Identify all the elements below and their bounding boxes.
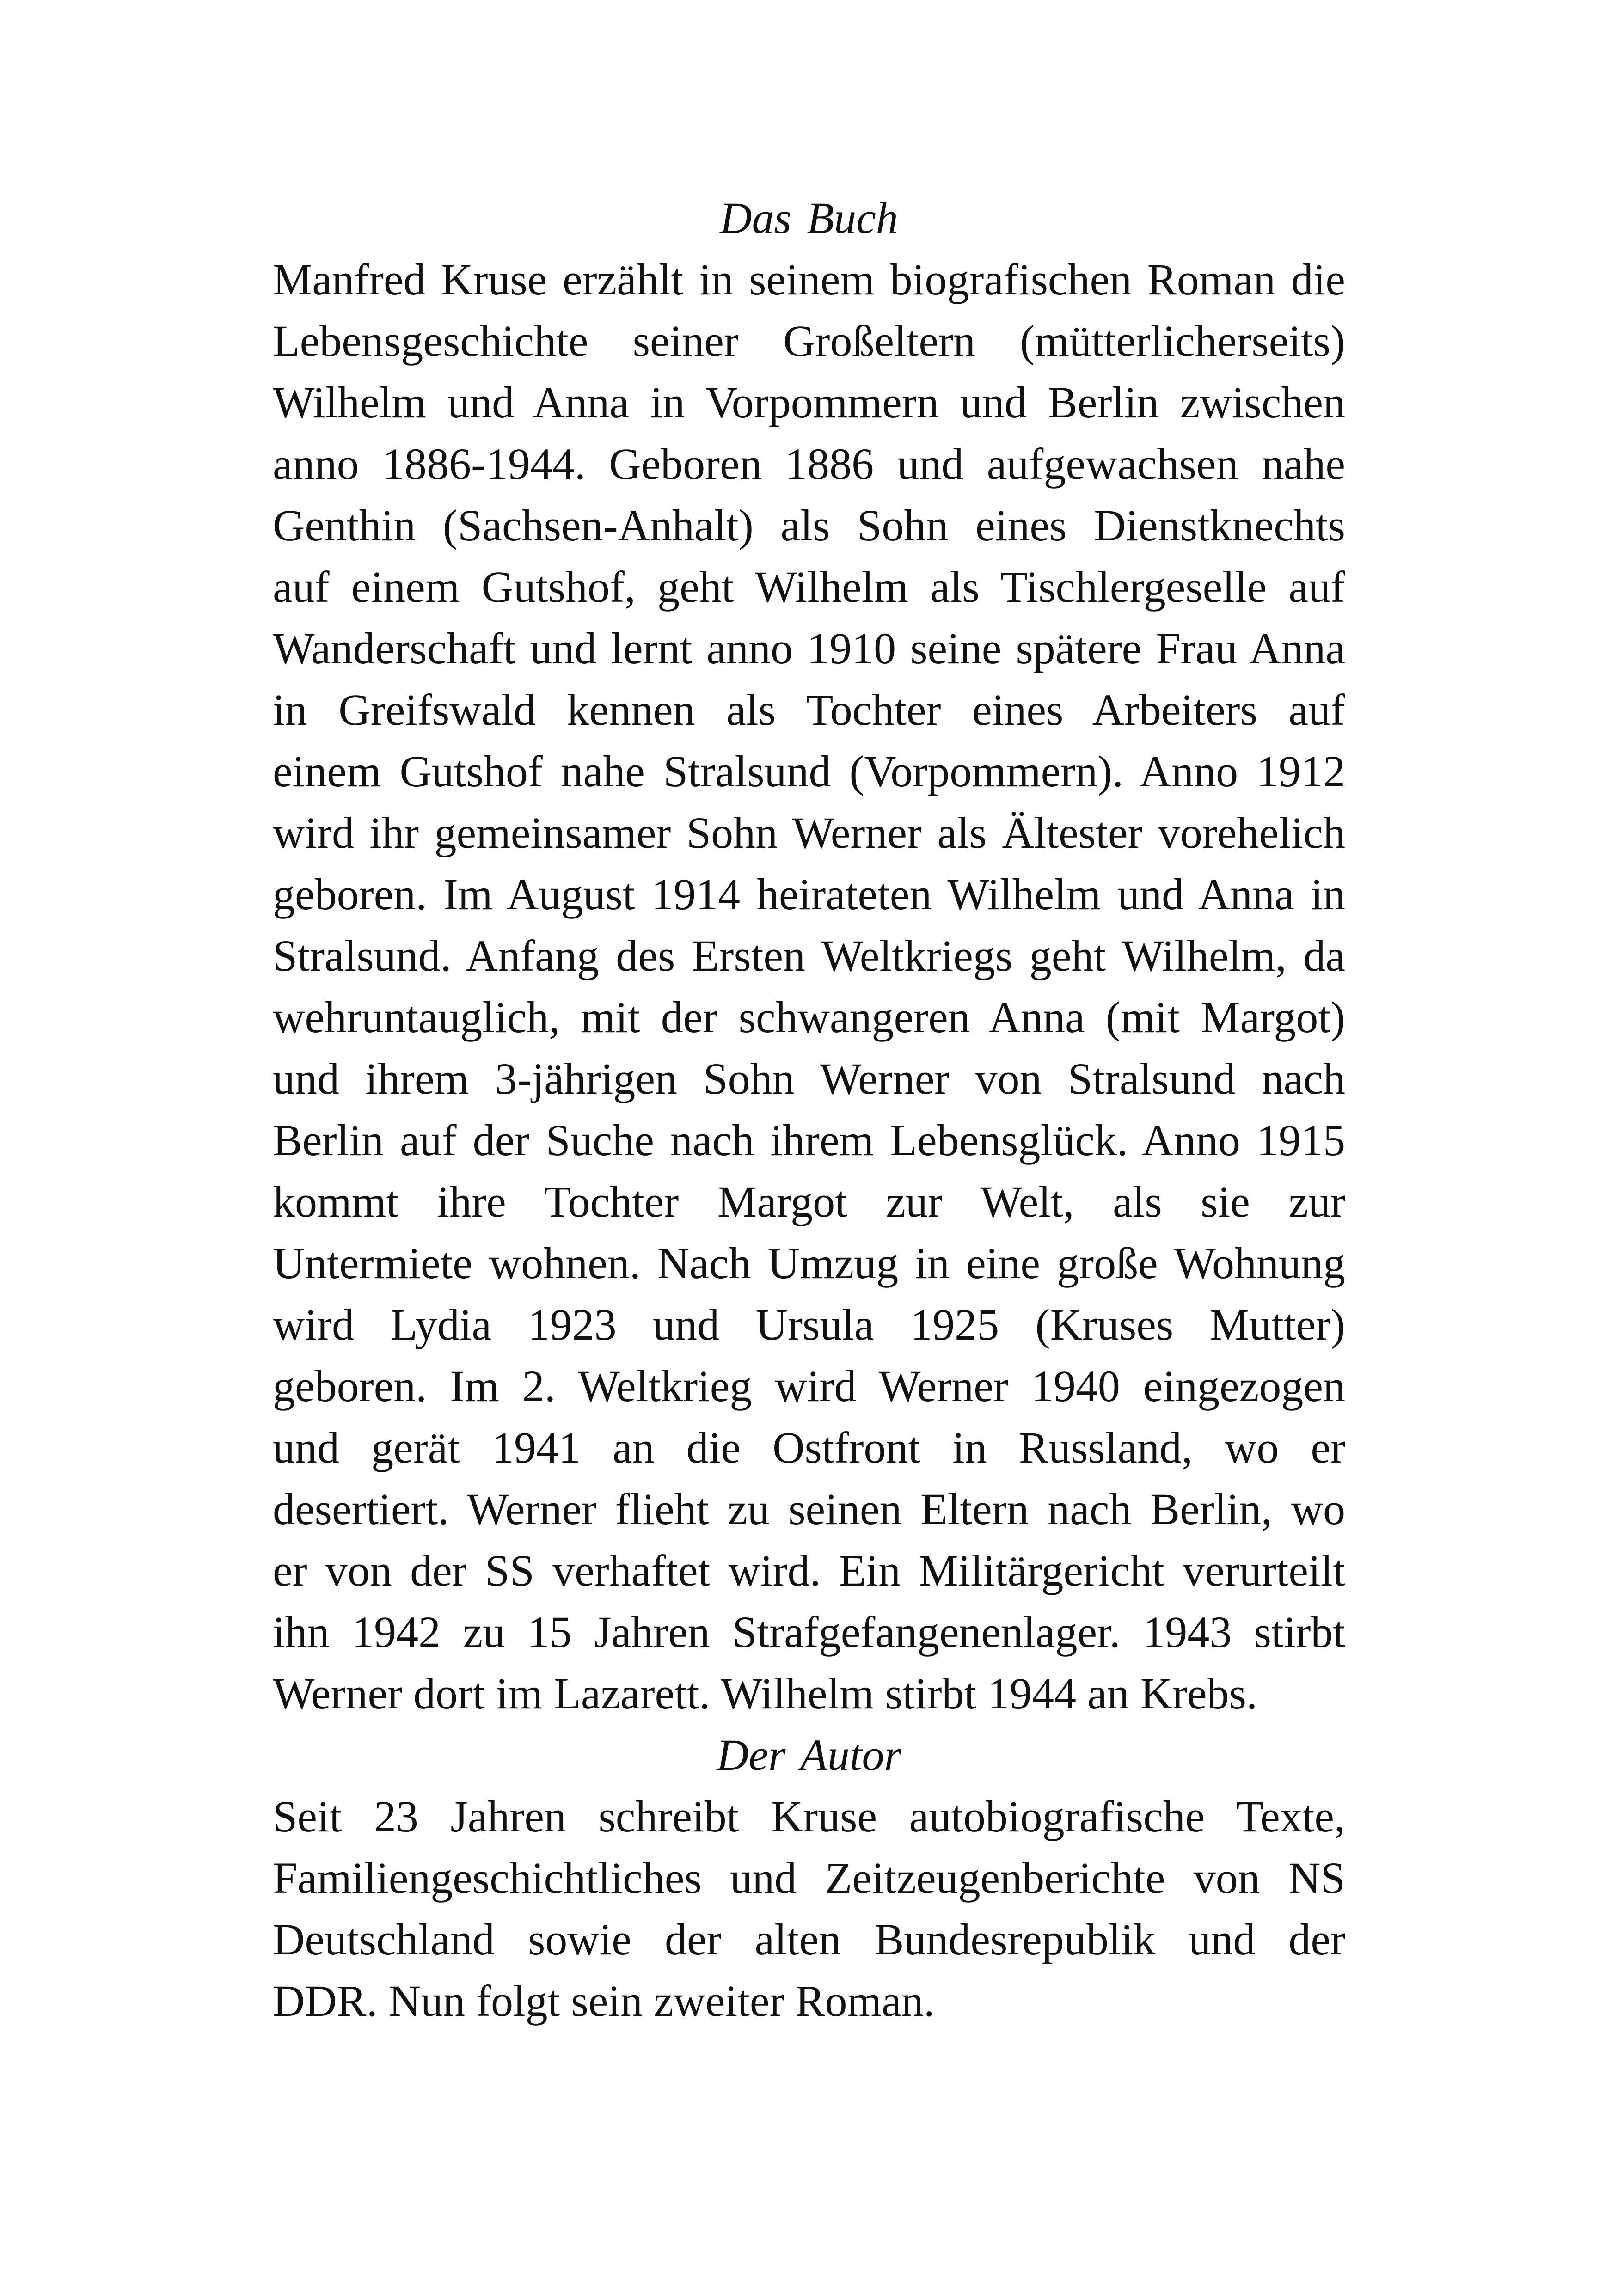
text-line: Deutschland sowie der alten Bundesrepublik und der: [273, 1915, 1345, 1964]
text-line: er von der SS verhaftet wird. Ein Militärgericht verurteilt: [273, 1546, 1345, 1595]
text-line: einem Gutshof nahe Stralsund (Vorpommern). Anno 1912: [273, 747, 1345, 796]
book-description: [273, 249, 1345, 1724]
text-line: Genthin (Sachsen-Anhalt) als Sohn eines Dienstknechts: [273, 501, 1345, 550]
text-line: in Greifswald kennen als Tochter eines Arbeiters auf: [273, 685, 1345, 735]
text-line: ihn 1942 zu 15 Jahren Strafgefangenenlager. 1943 stirbt: [273, 1607, 1345, 1657]
text-line: kommt ihre Tochter Margot zur Welt, als sie zur: [273, 1177, 1345, 1226]
text-line: Stralsund. Anfang des Ersten Weltkriegs geht Wilhelm, da: [273, 931, 1345, 980]
text-line: Seit 23 Jahren schreibt Kruse autobiografische Texte,: [273, 1792, 1345, 1841]
document-page: [273, 187, 1345, 2032]
text-line: Wanderschaft und lernt anno 1910 seine spätere Frau Anna: [273, 624, 1345, 673]
text-line: Werner dort im Lazarett. Wilhelm stirbt 1944 an Krebs.: [273, 1669, 1257, 1718]
text-line: Manfred Kruse erzählt in seinem biografischen Roman die: [273, 255, 1345, 304]
text-line: desertiert. Werner flieht zu seinen Eltern nach Berlin, wo: [273, 1484, 1345, 1534]
text-line: Untermiete wohnen. Nach Umzug in eine große Wohnung: [273, 1238, 1345, 1288]
author-description: [273, 1786, 1345, 2032]
section-book: [273, 187, 1345, 1724]
section-author: [273, 1724, 1345, 2032]
text-line: wird Lydia 1923 und Ursula 1925 (Kruses Mutter): [273, 1300, 1345, 1349]
text-line: Berlin auf der Suche nach ihrem Lebensglück. Anno 1915: [273, 1115, 1345, 1165]
text-line: auf einem Gutshof, geht Wilhelm als Tischlergeselle auf: [273, 562, 1345, 612]
section-heading-author: Der Autor: [717, 1730, 901, 1780]
text-line: und ihrem 3-jährigen Sohn Werner von Stralsund nach: [273, 1054, 1345, 1103]
text-line: Familiengeschichtliches und Zeitzeugenberichte von NS: [273, 1853, 1345, 1903]
text-line: wird ihr gemeinsamer Sohn Werner als Ältester vorehelich: [273, 808, 1345, 857]
text-line: geboren. Im 2. Weltkrieg wird Werner 1940 eingezogen: [273, 1361, 1345, 1411]
text-line: und gerät 1941 an die Ostfront in Russland, wo er: [273, 1423, 1345, 1472]
section-heading-book: Das Buch: [720, 193, 898, 243]
text-line: wehruntauglich, mit der schwangeren Anna (mit Margot): [273, 992, 1345, 1042]
text-line: anno 1886-1944. Geboren 1886 und aufgewachsen nahe: [273, 439, 1345, 489]
text-line: Wilhelm und Anna in Vorpommern und Berlin zwischen: [273, 378, 1345, 427]
text-line: geboren. Im August 1914 heirateten Wilhelm und Anna in: [273, 869, 1345, 919]
text-line: DDR. Nun folgt sein zweiter Roman.: [273, 1976, 935, 2026]
text-line: Lebensgeschichte seiner Großeltern (mütterlicherseits): [273, 316, 1345, 366]
